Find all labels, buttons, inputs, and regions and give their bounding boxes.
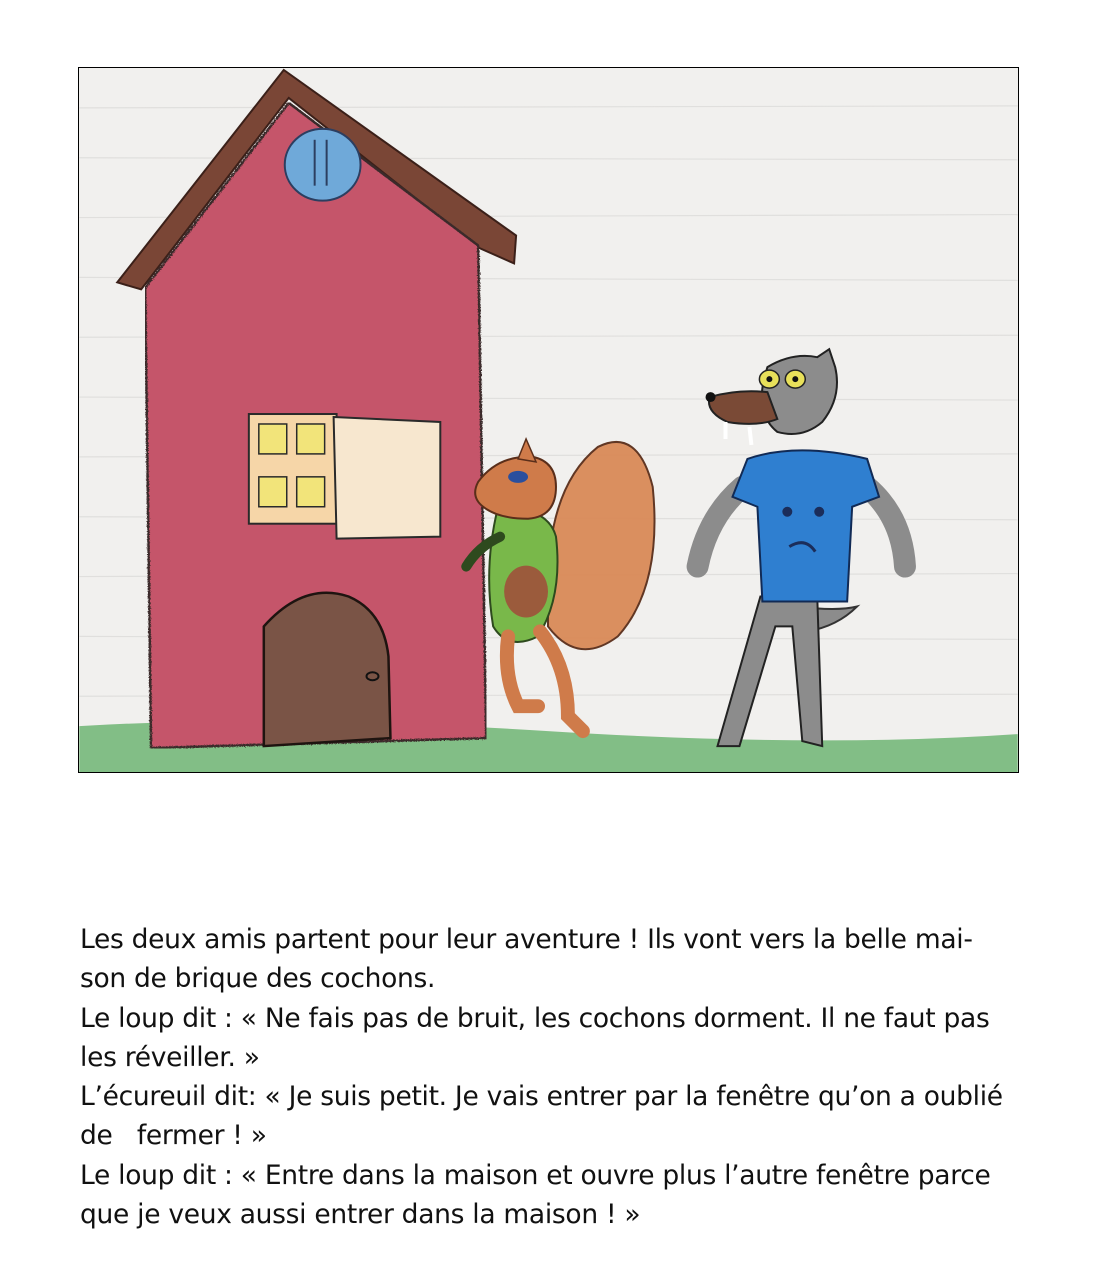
- crayon-drawing-illustration: [78, 67, 1019, 773]
- story-line: son de brique des cochons.: [80, 963, 436, 995]
- story-line: Les deux amis partent pour leur aventure ! Ils vont vers la belle mai-: [80, 924, 973, 955]
- story-text: [80, 920, 1030, 1234]
- story-line: que je veux aussi entrer dans la maison ! »: [80, 1199, 641, 1231]
- attic-window: [285, 129, 361, 201]
- house-door: [264, 593, 391, 746]
- story-line: L’écureuil dit: « Je suis petit. Je vais entrer par la fenêtre qu’on a oublié: [80, 1081, 1003, 1113]
- open-window-shutter: [334, 417, 441, 539]
- story-line: de fermer ! »: [80, 1120, 267, 1152]
- squirrel-shirt-patch: [504, 566, 548, 618]
- story-line: Le loup dit : « Ne fais pas de bruit, les cochons dorment. Il ne faut pas: [80, 1002, 990, 1034]
- story-line: les réveiller. »: [80, 1041, 260, 1073]
- story-line: Le loup dit : « Entre dans la maison et ouvre plus l’autre fenêtre parce: [80, 1159, 991, 1191]
